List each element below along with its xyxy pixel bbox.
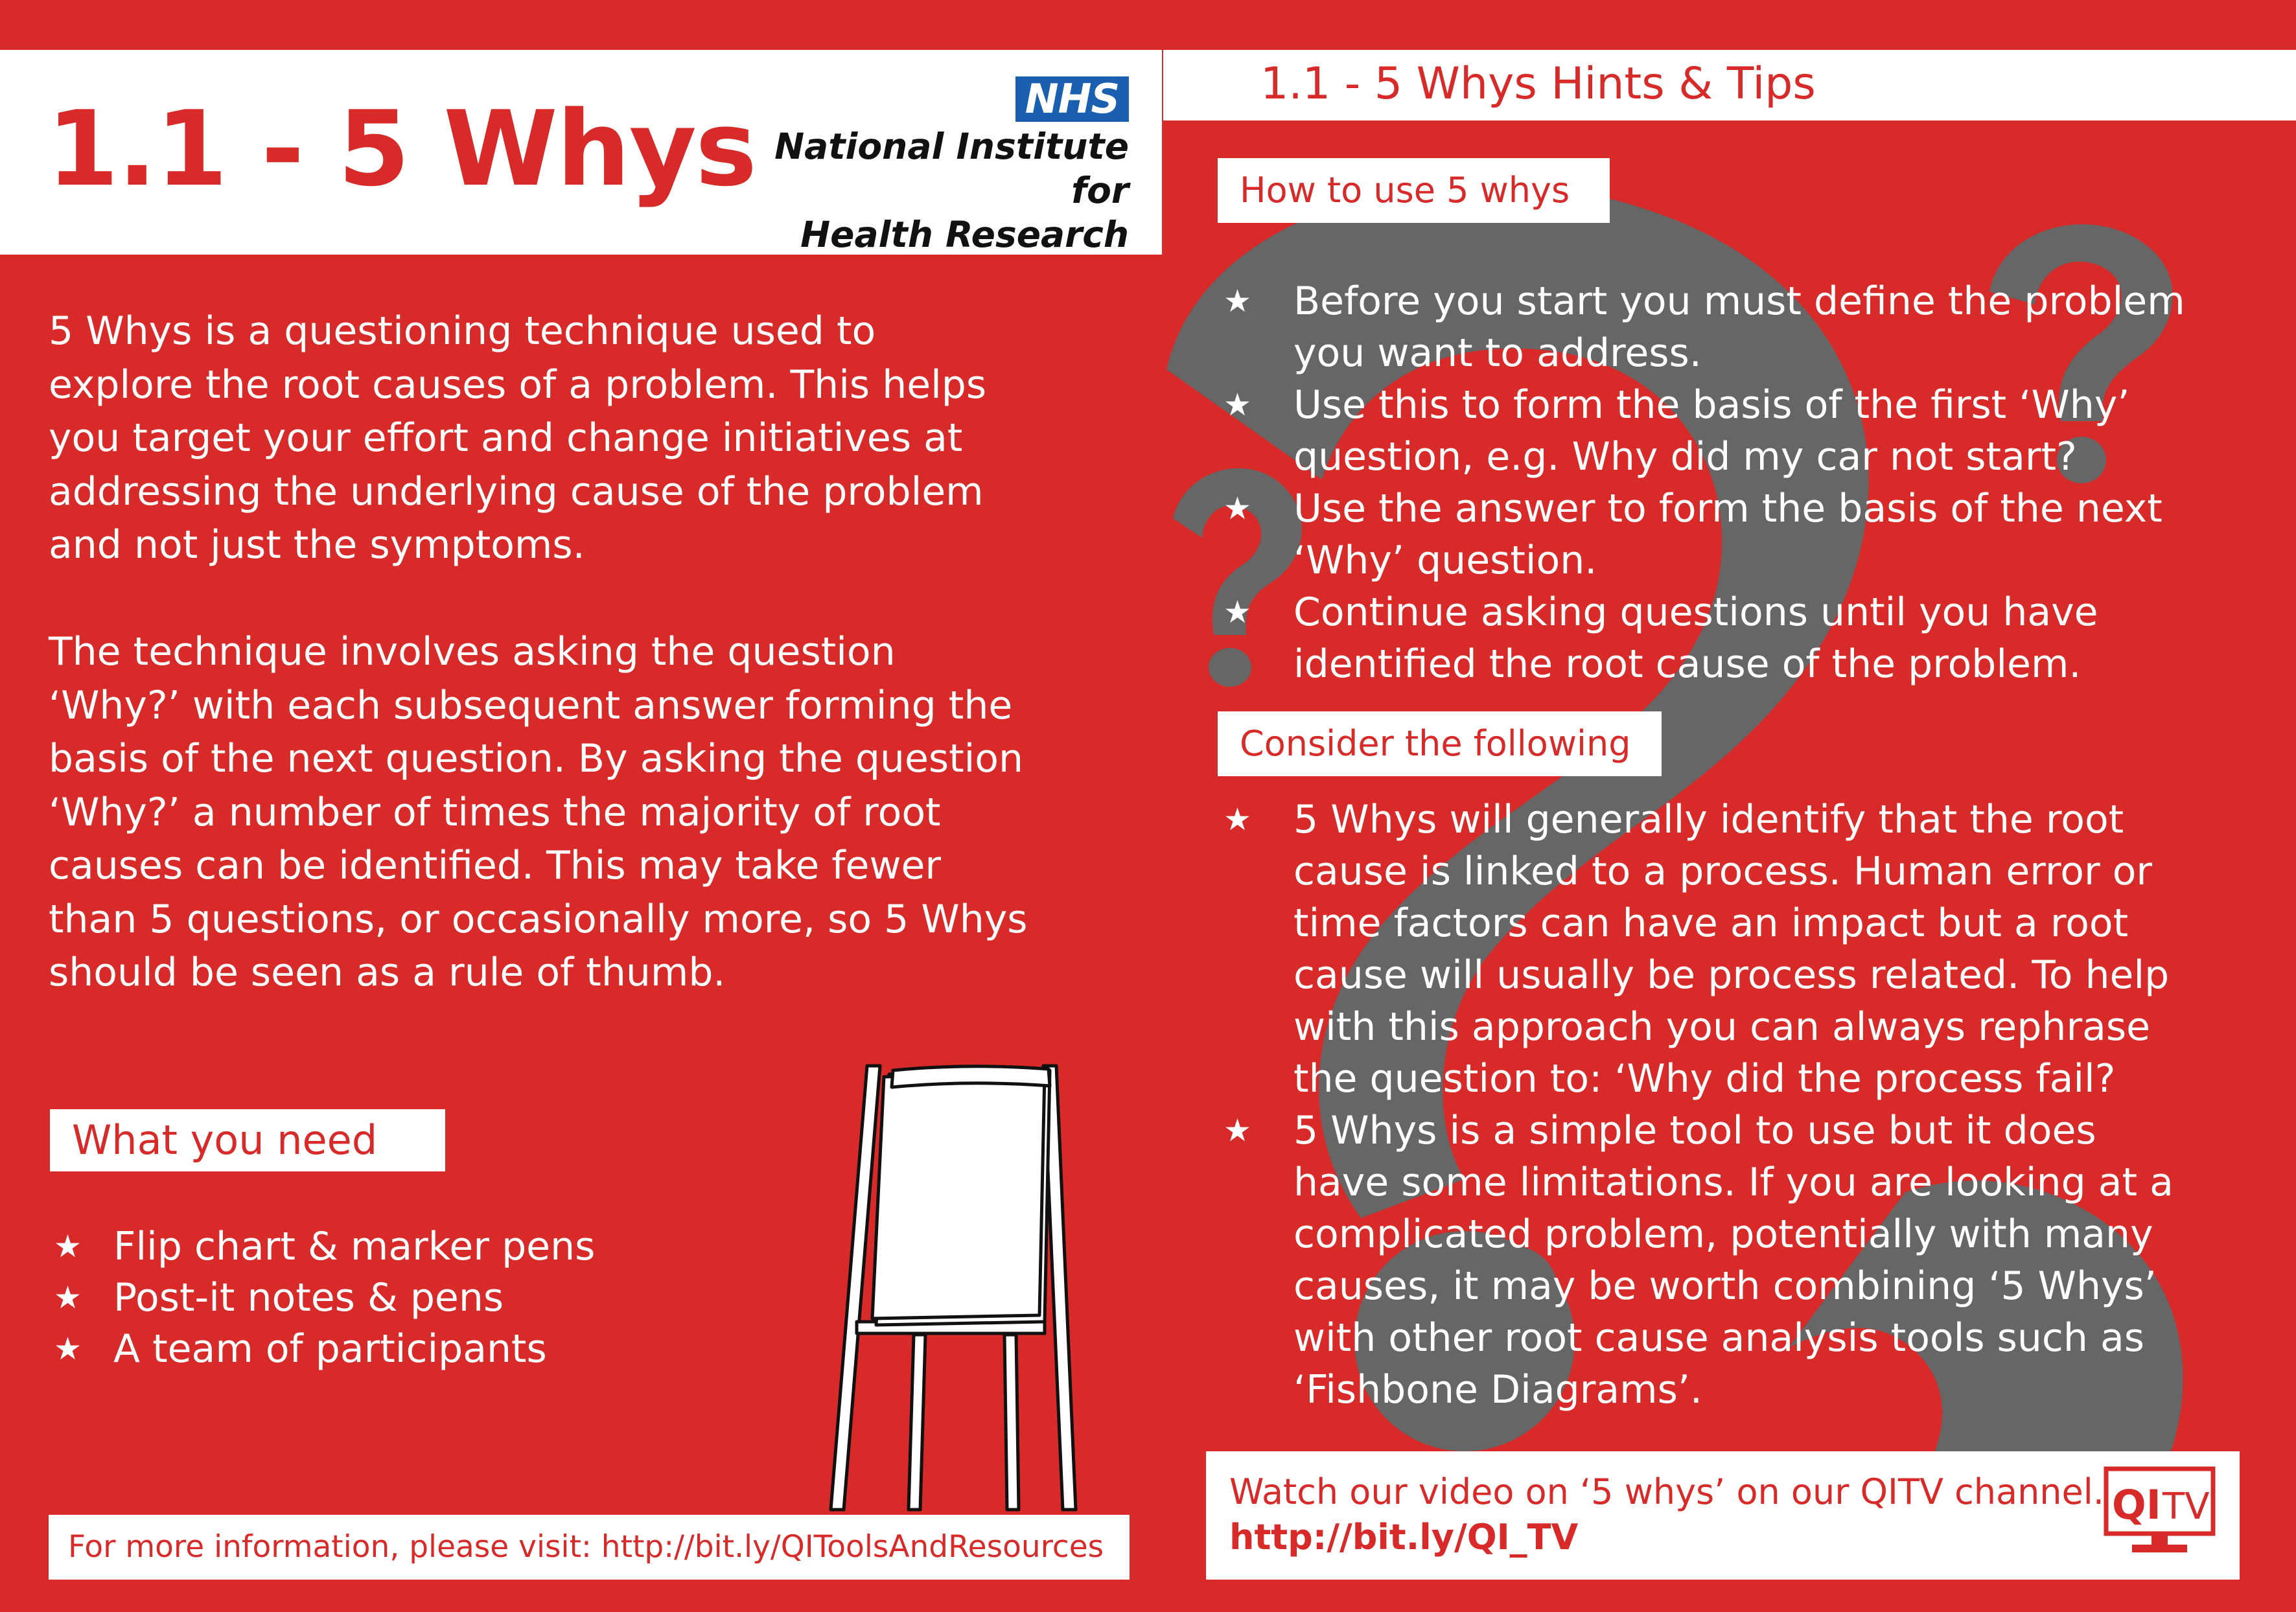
list-item [1223, 483, 2246, 586]
list-item [1223, 794, 2246, 1105]
paragraph-line: The technique involves asking the question [49, 629, 896, 674]
organization-name [713, 124, 1129, 257]
paragraph-line: than 5 questions, or occasionally more, so 5 Whys [49, 896, 1028, 942]
how-to-use-label: How to use 5 whys [1218, 158, 1610, 223]
list-item-line: the question to: ‘Why did the process fail? [1293, 1056, 2116, 1101]
star-bullet-icon: ★ [1223, 283, 1252, 319]
list-item-line: Continue asking questions until you have [1293, 590, 2098, 635]
video-promo-text: Watch our video on ‘5 whys’ on our QITV channel. [1229, 1471, 2104, 1512]
list-item-line: with other root cause analysis tools such as [1293, 1315, 2145, 1361]
list-item-line: with this approach you can always rephrase [1293, 1004, 2151, 1050]
paragraph-line: addressing the underlying cause of the problem [49, 468, 984, 514]
qitv-logo-icon [2103, 1466, 2216, 1556]
list-item-line: ‘Fishbone Diagrams’. [1293, 1367, 1702, 1412]
what-you-need-list [54, 1221, 596, 1375]
qitv-logo-tv: TV [2163, 1486, 2210, 1528]
star-bullet-icon: ★ [1223, 1112, 1252, 1149]
list-item-line: Before you start you must define the problem [1293, 279, 2185, 324]
paragraph-line: and not just the symptoms. [49, 522, 585, 568]
flip-chart-icon [817, 1063, 1089, 1516]
video-link[interactable]: http://bit.ly/QI_TV [1229, 1517, 1579, 1558]
list-item [1223, 1105, 2246, 1416]
list-item-line: complicated problem, potentially with many [1293, 1212, 2153, 1257]
list-item-text: Post-it notes & pens [113, 1275, 504, 1320]
list-item-line: have some limitations. If you are looking at a [1293, 1160, 2174, 1205]
star-bullet-icon: ★ [1223, 490, 1252, 527]
more-info-footer: For more information, please visit: http://bit.ly/QIToolsAndResources [49, 1515, 1130, 1580]
list-item [54, 1324, 595, 1375]
list-item-line: you want to address. [1293, 330, 1702, 376]
list-item-line: 5 Whys will generally identify that the root [1293, 797, 2124, 842]
paragraph-line: 5 Whys is a questioning technique used to [49, 308, 876, 354]
paragraph-line: should be seen as a rule of thumb. [49, 950, 726, 995]
list-item [1223, 586, 2246, 690]
list-item-line: Use this to form the basis of the first ‘Why’ [1293, 382, 2130, 428]
list-item [54, 1272, 595, 1324]
list-item-line: cause will usually be process related. To help [1293, 952, 2170, 998]
paragraph-line: ‘Why?’ with each subsequent answer forming the [49, 682, 1013, 728]
paragraph-line: explore the root causes of a problem. This helps [49, 362, 987, 408]
star-bullet-icon: ★ [54, 1280, 82, 1316]
list-item [1223, 379, 2246, 483]
list-item [54, 1221, 596, 1272]
paragraph-line: you target your effort and change initiatives at [49, 415, 963, 461]
list-item-line: causes, it may be worth combining ‘5 Whys’ [1293, 1263, 2157, 1309]
star-bullet-icon: ★ [1223, 801, 1252, 838]
list-item-line: identified the root cause of the problem. [1293, 641, 2081, 687]
star-bullet-icon: ★ [54, 1228, 82, 1265]
list-item-text: A team of participants [113, 1326, 547, 1372]
organization-name-line-2: Health Research [800, 214, 1129, 255]
list-item-line: ‘Why’ question. [1293, 538, 1597, 583]
paragraph-line: basis of the next question. By asking the question [49, 736, 1024, 781]
list-item-line: Use the answer to form the basis of the next [1293, 486, 2163, 531]
intro-paragraph-2 [49, 625, 1137, 1000]
how-to-use-list [1223, 275, 2246, 690]
intro-paragraph-1 [49, 305, 1137, 572]
list-item-line: question, e.g. Why did my car not start? [1293, 434, 2077, 479]
list-item-line: cause is linked to a process. Human error or [1293, 849, 2153, 894]
star-bullet-icon: ★ [1223, 594, 1252, 630]
star-bullet-icon: ★ [54, 1331, 82, 1367]
list-item-text: Flip chart & marker pens [113, 1224, 596, 1269]
list-item-line: time factors can have an impact but a root [1293, 901, 2129, 946]
page-title: 1.1 - 5 Whys [47, 88, 756, 209]
list-item [1223, 275, 2246, 379]
nhs-logo: NHS [1015, 76, 1129, 122]
qitv-logo-qi: QI [2112, 1481, 2161, 1528]
star-bullet-icon: ★ [1223, 387, 1252, 423]
consider-list [1223, 794, 2246, 1416]
tips-title: 1.1 - 5 Whys Hints & Tips [1260, 58, 1816, 109]
what-you-need-label: What you need [50, 1109, 445, 1171]
organization-name-line-1: National Institute for [774, 126, 1129, 211]
consider-label: Consider the following [1218, 711, 1662, 776]
paragraph-line: ‘Why?’ a number of times the majority of root [49, 789, 941, 835]
paragraph-line: causes can be identified. This may take fewer [49, 843, 942, 888]
list-item-line: 5 Whys is a simple tool to use but it does [1293, 1108, 2096, 1153]
